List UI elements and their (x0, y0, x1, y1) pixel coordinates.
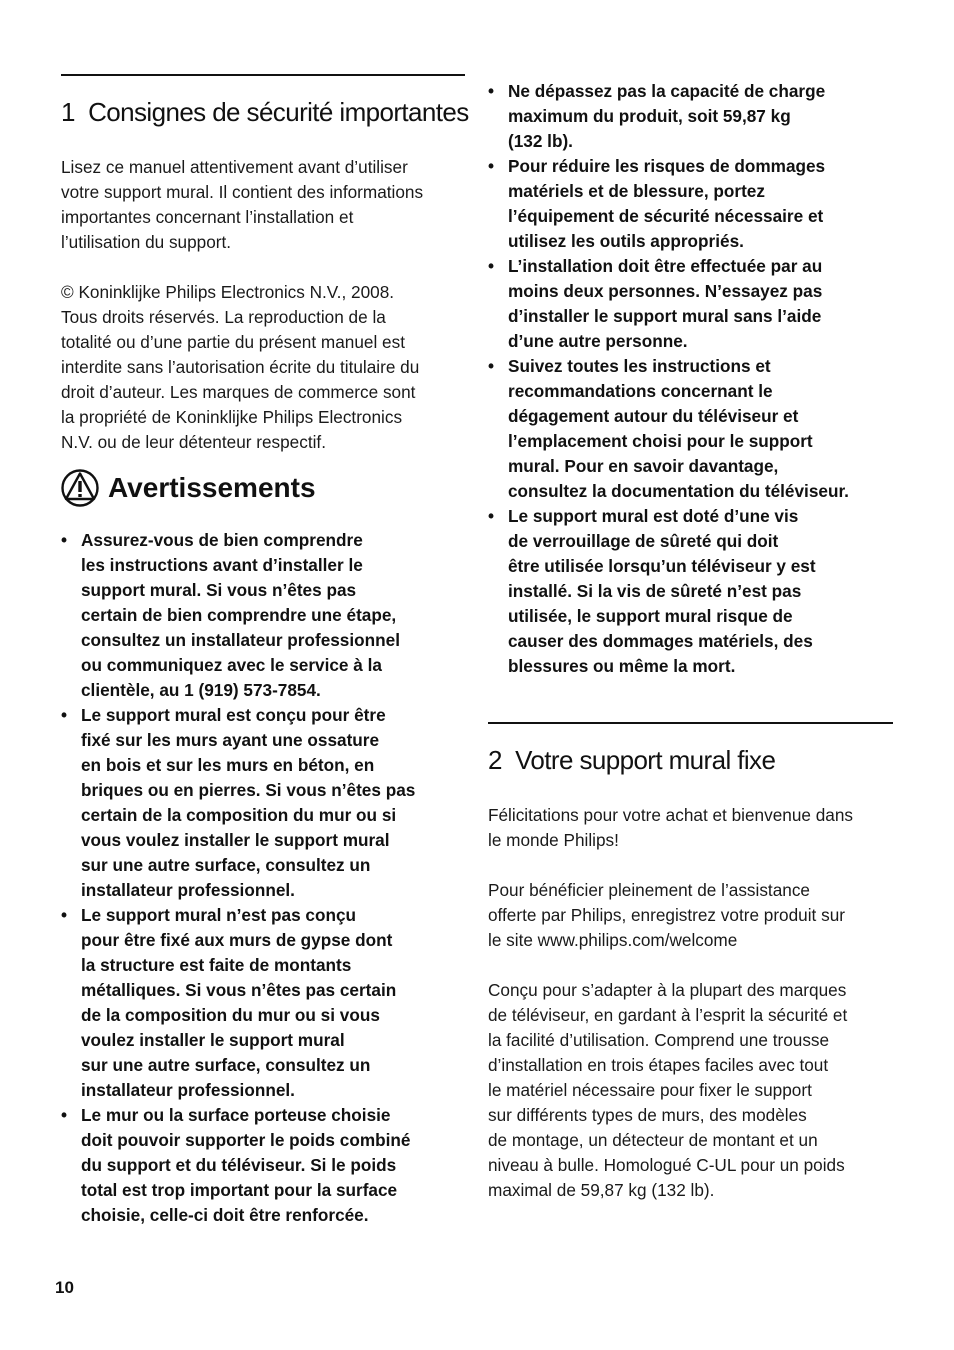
bullet: • (61, 1105, 68, 1125)
text-line: installé. Si la vis de sûreté n’est pas (508, 581, 802, 601)
text-line: la facilité d’utilisation. Comprend une trousse (488, 1030, 830, 1050)
text-line: totalité ou d’une partie du présent manuel est (61, 332, 405, 352)
text-line: installateur professionnel. (81, 1080, 295, 1100)
warnings-list-left (61, 528, 471, 1228)
text-line: d’installation en trois étapes faciles avec tout (488, 1055, 829, 1075)
warning-item (488, 79, 898, 154)
text-line: © Koninklijke Philips Electronics N.V., 2008. (61, 282, 395, 302)
warning-item (61, 528, 471, 703)
text-line: de montage, un détecteur de montant et un (488, 1130, 818, 1150)
text-line: l’emplacement choisi pour le support (508, 431, 813, 451)
text-line: blessures ou même la mort. (508, 656, 736, 676)
section-2-rule (488, 722, 893, 724)
text-line: choisie, celle-ci doit être renforcée. (81, 1205, 369, 1225)
warning-item (488, 504, 898, 679)
section-2-title-text: Votre support mural fixe (515, 745, 776, 775)
text-line: Le support mural est doté d’une vis (508, 506, 799, 526)
bullet: • (488, 256, 495, 276)
text-line: Le support mural est conçu pour être (81, 705, 386, 725)
text-line: maximal de 59,87 kg (132 lb). (488, 1180, 715, 1200)
text-line: niveau à bulle. Homologué C-UL pour un poids (488, 1155, 845, 1175)
text-line: Lisez ce manuel attentivement avant d’utiliser (61, 157, 408, 177)
bullet: • (488, 356, 495, 376)
warnings-title: Avertissements (108, 472, 316, 503)
text-line: certain de bien comprendre une étape, (81, 605, 397, 625)
warnings-heading (60, 468, 316, 508)
text-line: de téléviseur, en gardant à l’esprit la sécurité et (488, 1005, 848, 1025)
text-line: interdite sans l’autorisation écrite du titulaire du (61, 357, 420, 377)
text-line: ou communiquez avec le service à la (81, 655, 382, 675)
warning-item (488, 354, 898, 504)
page-number: 10 (55, 1278, 74, 1297)
section-2-paragraph (488, 978, 898, 1203)
text-line: moins deux personnes. N’essayez pas (508, 281, 823, 301)
bullet: • (61, 905, 68, 925)
text-line: droit d’auteur. Les marques de commerce sont (61, 382, 416, 402)
warning-icon (60, 468, 100, 508)
text-line: Pour bénéficier pleinement de l’assistance (488, 880, 810, 900)
text-line: matériels et de blessure, portez (508, 181, 765, 201)
section-2-number: 2 (488, 745, 502, 775)
text-line: installateur professionnel. (81, 880, 295, 900)
text-line: offerte par Philips, enregistrez votre produit sur (488, 905, 845, 925)
text-line: être utilisée lorsqu’un téléviseur y est (508, 556, 816, 576)
text-line: la propriété de Koninklijke Philips Electronics (61, 407, 403, 427)
section-1-title (61, 97, 469, 128)
text-line: total est trop important pour la surface (81, 1180, 398, 1200)
text-line: voulez installer le support mural (81, 1030, 345, 1050)
text-line: certain de la composition du mur ou si (81, 805, 397, 825)
text-line: Pour réduire les risques de dommages (508, 156, 826, 176)
bullet: • (488, 81, 495, 101)
text-line: de verrouillage de sûreté qui doit (508, 531, 779, 551)
section-2-paragraph (488, 878, 898, 953)
bullet: • (488, 156, 495, 176)
text-line: sur une autre surface, consultez un (81, 1055, 371, 1075)
text-line: de la composition du mur ou si vous (81, 1005, 380, 1025)
section-1-title-text: Consignes de sécurité importantes (88, 97, 469, 127)
section-2-paragraph (488, 803, 898, 853)
text-line: Tous droits réservés. La reproduction de la (61, 307, 386, 327)
section-1-number: 1 (61, 97, 75, 127)
text-line: Le mur ou la surface porteuse choisie (81, 1105, 391, 1125)
text-line: Assurez-vous de bien comprendre (81, 530, 363, 550)
text-line: N.V. ou de leur détenteur respectif. (61, 432, 326, 452)
text-line: recommandations concernant le (508, 381, 773, 401)
text-line: dégagement autour du téléviseur et (508, 406, 799, 426)
text-line: les instructions avant d’installer le (81, 555, 363, 575)
text-line: consultez la documentation du téléviseur. (508, 481, 849, 501)
warning-item (488, 154, 898, 254)
text-line: support mural. Si vous n’êtes pas (81, 580, 357, 600)
text-line: du support et du téléviseur. Si le poids (81, 1155, 397, 1175)
text-line: maximum du produit, soit 59,87 kg (508, 106, 791, 126)
text-line: utilisez les outils appropriés. (508, 231, 744, 251)
warning-item (488, 254, 898, 354)
text-line: Conçu pour s’adapter à la plupart des marques (488, 980, 847, 1000)
text-line: causer des dommages matériels, des (508, 631, 813, 651)
text-line: utilisée, le support mural risque de (508, 606, 793, 626)
text-line: fixé sur les murs ayant une ossature (81, 730, 380, 750)
text-line: Le support mural n’est pas conçu (81, 905, 357, 925)
text-line: métalliques. Si vous n’êtes pas certain (81, 980, 397, 1000)
text-line: le site www.philips.com/welcome (488, 930, 738, 950)
text-line: Félicitations pour votre achat et bienvenue dans (488, 805, 853, 825)
bullet: • (61, 530, 68, 550)
section-2-title (488, 745, 775, 776)
text-line: pour être fixé aux murs de gypse dont (81, 930, 393, 950)
text-line: importantes concernant l’installation et (61, 207, 354, 227)
text-line: vous voulez installer le support mural (81, 830, 390, 850)
section-1-rule (61, 74, 465, 76)
warning-item (61, 1103, 471, 1228)
text-line: en bois et sur les murs en béton, en (81, 755, 375, 775)
text-line: briques ou en pierres. Si vous n’êtes pas (81, 780, 416, 800)
intro-paragraph (61, 155, 471, 255)
bullet: • (488, 506, 495, 526)
text-line: le matériel nécessaire pour fixer le support (488, 1080, 812, 1100)
text-line: votre support mural. Il contient des informations (61, 182, 424, 202)
text-line: l’équipement de sécurité nécessaire et (508, 206, 824, 226)
text-line: d’installer le support mural sans l’aide (508, 306, 822, 326)
warnings-list-right (488, 79, 898, 679)
text-line: (132 lb). (508, 131, 573, 151)
text-line: Suivez toutes les instructions et (508, 356, 771, 376)
text-line: le monde Philips! (488, 830, 619, 850)
bullet: • (61, 705, 68, 725)
text-line: sur une autre surface, consultez un (81, 855, 371, 875)
text-line: clientèle, au 1 (919) 573-7854. (81, 680, 321, 700)
text-line: L’installation doit être effectuée par au (508, 256, 823, 276)
copyright-paragraph (61, 280, 471, 455)
text-line: la structure est faite de montants (81, 955, 352, 975)
text-line: doit pouvoir supporter le poids combiné (81, 1130, 411, 1150)
warning-item (61, 703, 471, 903)
text-line: d’une autre personne. (508, 331, 688, 351)
text-line: Ne dépassez pas la capacité de charge (508, 81, 826, 101)
text-line: l’utilisation du support. (61, 232, 232, 252)
text-line: mural. Pour en savoir davantage, (508, 456, 779, 476)
warning-item (61, 903, 471, 1103)
text-line: consultez un installateur professionnel (81, 630, 400, 650)
text-line: sur différents types de murs, des modèles (488, 1105, 807, 1125)
